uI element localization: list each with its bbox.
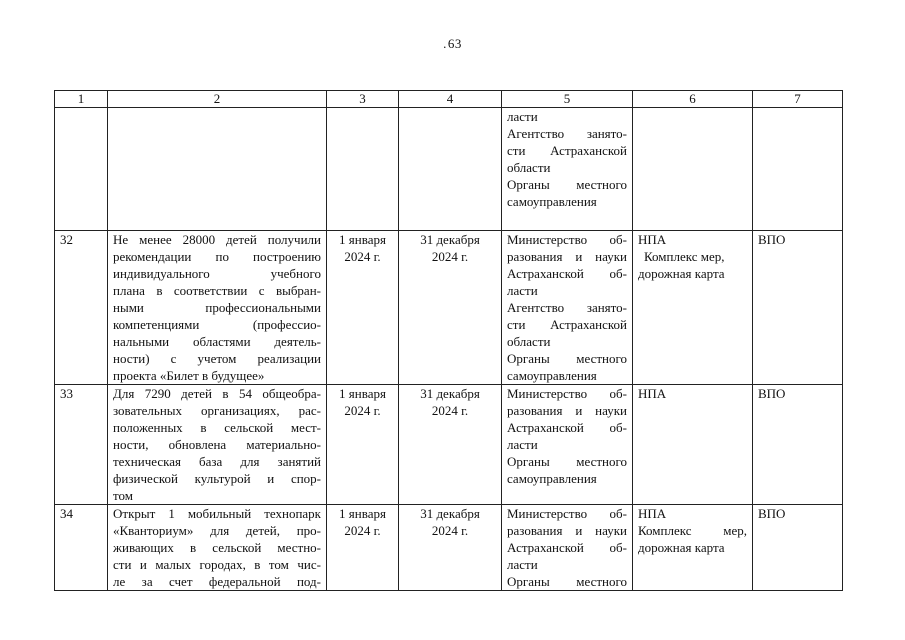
start-line: 1 января bbox=[339, 506, 386, 521]
executor-line: самоуправления bbox=[507, 194, 597, 209]
cell-end bbox=[399, 385, 502, 505]
executor-line: Астраханской об- bbox=[507, 540, 627, 555]
text-line: зовательных организациях, рас- bbox=[113, 403, 321, 418]
cell-result: ВПО bbox=[753, 385, 843, 505]
end-line: 2024 г. bbox=[431, 403, 469, 418]
executor-line: ласти bbox=[507, 283, 538, 298]
executor-line: Астраханской об- bbox=[507, 266, 627, 281]
start-line: 1 января bbox=[339, 386, 386, 401]
table-row-continuation bbox=[55, 108, 843, 231]
doc-line: Комплекс мер, bbox=[638, 523, 747, 538]
header-col-2: 2 bbox=[108, 91, 327, 108]
table-row bbox=[55, 505, 843, 591]
header-col-1: 1 bbox=[55, 91, 108, 108]
executor-line: Органы местного bbox=[507, 574, 627, 589]
text-line: техническая база для занятий bbox=[113, 454, 321, 469]
executor-line: области bbox=[507, 160, 551, 175]
executor-line: Министерство об- bbox=[507, 386, 627, 401]
table-row bbox=[55, 385, 843, 505]
page-number: . 63 bbox=[0, 36, 905, 52]
end-line: 31 декабря bbox=[420, 386, 480, 401]
cell-num: 33 bbox=[55, 385, 108, 505]
start-line: 2024 г. bbox=[344, 523, 381, 538]
doc-line: дорожная карта bbox=[638, 540, 725, 555]
header-col-7: 7 bbox=[753, 91, 843, 108]
executor-line: разования и науки bbox=[507, 523, 627, 538]
executor-line: самоуправления bbox=[507, 368, 597, 383]
text-line: том bbox=[113, 488, 133, 503]
cell-text bbox=[108, 231, 327, 385]
executor-line: ласти bbox=[507, 557, 538, 572]
cell-executors bbox=[502, 505, 633, 591]
start-line: 2024 г. bbox=[344, 249, 381, 264]
end-line: 2024 г. bbox=[431, 249, 469, 264]
header-col-5: 5 bbox=[502, 91, 633, 108]
executor-line: самоуправления bbox=[507, 471, 597, 486]
text-line: сти и малых городах, в том чис- bbox=[113, 557, 321, 572]
doc-line: НПА bbox=[638, 506, 667, 521]
cell-doc bbox=[633, 108, 753, 231]
cell-num bbox=[55, 108, 108, 231]
executor-line: сти Астраханской bbox=[507, 143, 627, 158]
cell-start bbox=[327, 385, 399, 505]
text-line: положенных в сельской мест- bbox=[113, 420, 321, 435]
cell-doc bbox=[633, 231, 753, 385]
executor-line: Агентство занято- bbox=[507, 300, 627, 315]
doc-line: Комплекс мер, bbox=[644, 249, 725, 264]
text-line: компетенциями (профессио- bbox=[113, 317, 321, 332]
text-line: Открыт 1 мобильный технопарк bbox=[113, 506, 321, 521]
cell-end bbox=[399, 505, 502, 591]
executor-line: Органы местного bbox=[507, 454, 627, 469]
plan-table bbox=[54, 90, 843, 591]
cell-text bbox=[108, 108, 327, 231]
text-line: ле за счет федеральной под- bbox=[113, 574, 321, 589]
text-line: физической культурой и спор- bbox=[113, 471, 321, 486]
text-line: ности) с учетом реализации bbox=[113, 351, 321, 366]
cell-num: 34 bbox=[55, 505, 108, 591]
start-line: 2024 г. bbox=[344, 403, 381, 418]
cell-text bbox=[108, 385, 327, 505]
end-line: 2024 г. bbox=[431, 523, 469, 538]
text-line: ными профессиональными bbox=[113, 300, 321, 315]
text-line: Не менее 28000 детей получили bbox=[113, 232, 321, 247]
text-line: ности, обновлена материально- bbox=[113, 437, 321, 452]
text-line: плана в соответствии с выбран- bbox=[113, 283, 321, 298]
executor-line: области bbox=[507, 334, 551, 349]
cell-text bbox=[108, 505, 327, 591]
executor-line: сти Астраханской bbox=[507, 317, 627, 332]
cell-executors bbox=[502, 231, 633, 385]
header-col-4: 4 bbox=[399, 91, 502, 108]
doc-line: НПА bbox=[638, 386, 667, 401]
cell-end bbox=[399, 231, 502, 385]
table-row bbox=[55, 231, 843, 385]
cell-result: ВПО bbox=[753, 505, 843, 591]
end-line: 31 декабря bbox=[420, 232, 480, 247]
cell-end bbox=[399, 108, 502, 231]
executor-line: Органы местного bbox=[507, 177, 627, 192]
text-line: индивидуального учебного bbox=[113, 266, 321, 281]
cell-num: 32 bbox=[55, 231, 108, 385]
end-line: 31 декабря bbox=[420, 506, 480, 521]
text-line: Для 7290 детей в 54 общеобра- bbox=[113, 386, 321, 401]
cell-doc bbox=[633, 505, 753, 591]
header-row bbox=[55, 91, 843, 108]
executor-line: Органы местного bbox=[507, 351, 627, 366]
doc-line: дорожная карта bbox=[638, 266, 725, 281]
cell-start bbox=[327, 231, 399, 385]
text-line: нальными областями деятель- bbox=[113, 334, 321, 349]
cell-executors bbox=[502, 108, 633, 231]
text-line: рекомендации по построению bbox=[113, 249, 321, 264]
cell-start bbox=[327, 108, 399, 231]
executor-line: ласти bbox=[507, 109, 538, 124]
executor-line: разования и науки bbox=[507, 249, 627, 264]
executor-line: разования и науки bbox=[507, 403, 627, 418]
start-line: 1 января bbox=[339, 232, 386, 247]
cell-result: ВПО bbox=[753, 231, 843, 385]
cell-start bbox=[327, 505, 399, 591]
executor-line: ласти bbox=[507, 437, 538, 452]
doc-line: НПА bbox=[638, 232, 667, 247]
executor-line: Министерство об- bbox=[507, 232, 627, 247]
executor-line: Агентство занято- bbox=[507, 126, 627, 141]
cell-doc bbox=[633, 385, 753, 505]
text-line: живающих в сельской местно- bbox=[113, 540, 321, 555]
header-col-6: 6 bbox=[633, 91, 753, 108]
executor-line: Астраханской об- bbox=[507, 420, 627, 435]
header-col-3: 3 bbox=[327, 91, 399, 108]
cell-executors bbox=[502, 385, 633, 505]
cell-result bbox=[753, 108, 843, 231]
text-line: проекта «Билет в будущее» bbox=[113, 368, 265, 383]
text-line: «Кванториум» для детей, про- bbox=[113, 523, 321, 538]
executor-line: Министерство об- bbox=[507, 506, 627, 521]
